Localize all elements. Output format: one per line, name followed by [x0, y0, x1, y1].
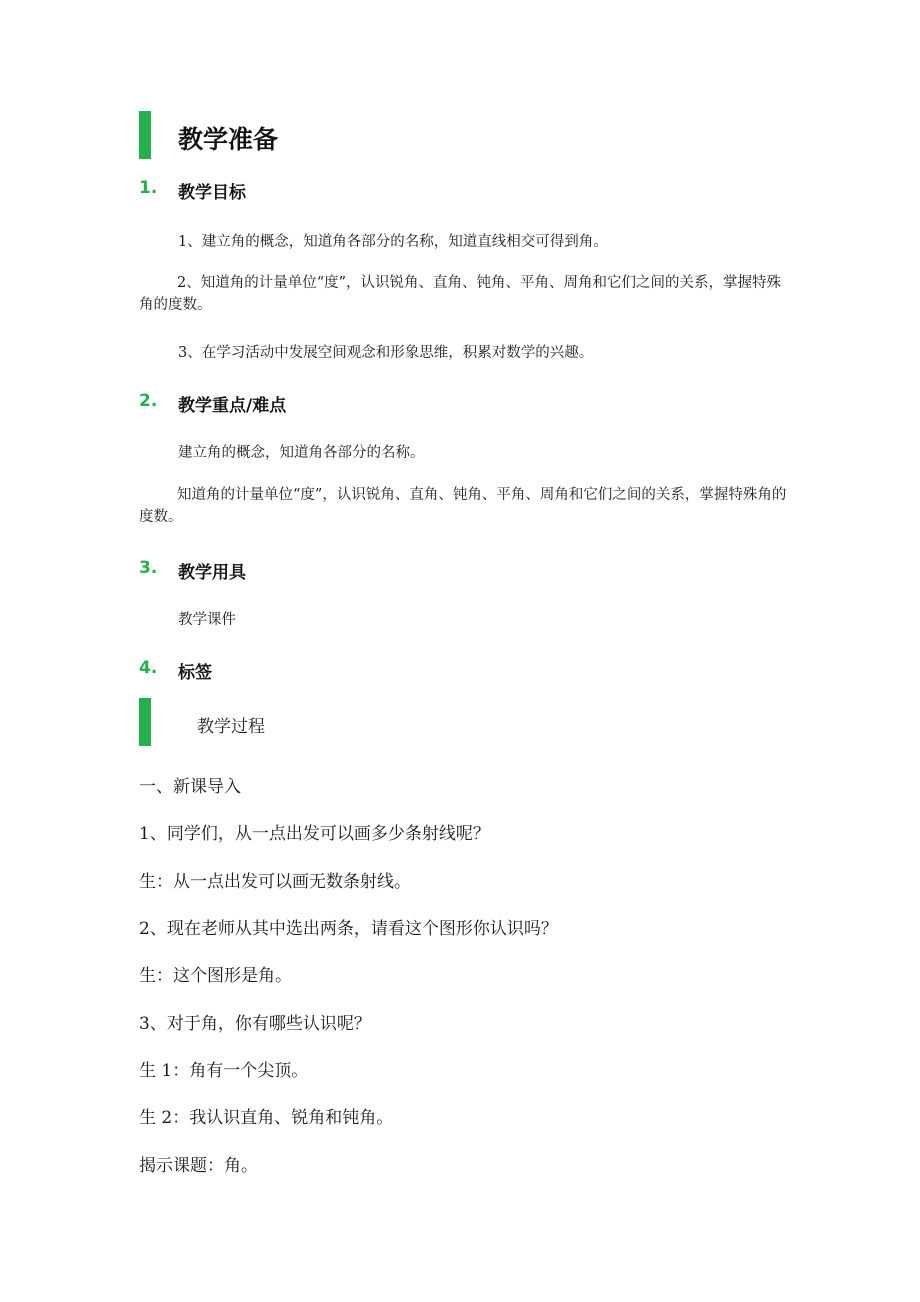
section-title: 教学过程 [197, 717, 265, 737]
paragraph: 知道角的计量单位“度”，认识锐角、直角、钝角、平角、周角和它们之间的关系，掌握特殊角的度数。 [139, 487, 787, 525]
section-number: 1. [139, 178, 158, 198]
lesson-line: 2、现在老师从其中选出两条，请看这个图形你认识吗？ [139, 919, 558, 939]
section-accent-bar [139, 111, 151, 159]
paragraph: 1、建立角的概念，知道角各部分的名称，知道直线相交可得到角。 [178, 234, 608, 250]
lesson-line: 1、同学们，从一点出发可以画多少条射线呢？ [139, 824, 490, 844]
lesson-line: 生 1：角有一个尖顶。 [139, 1061, 309, 1081]
lesson-line: 一、新课导入 [139, 777, 241, 797]
section-heading: 教学重点/难点 [178, 396, 287, 416]
page-title: 教学准备 [178, 125, 279, 154]
lesson-line: 生 2：我认识直角、锐角和钝角。 [139, 1108, 394, 1128]
section-heading: 教学目标 [178, 183, 246, 203]
lesson-line: 3、对于角，你有哪些认识呢？ [139, 1014, 371, 1034]
section-heading: 标签 [178, 663, 212, 683]
paragraph: 3、在学习活动中发展空间观念和形象思维，积累对数学的兴趣。 [178, 345, 594, 361]
paragraph: 教学课件 [178, 612, 236, 628]
section-accent-bar [139, 698, 151, 746]
lesson-line: 生：从一点出发可以画无数条射线。 [139, 872, 411, 892]
section-number: 3. [139, 558, 158, 578]
section-number: 4. [139, 658, 158, 678]
lesson-line: 揭示课题：角。 [139, 1156, 258, 1176]
paragraph: 建立角的概念，知道角各部分的名称。 [178, 445, 425, 461]
lesson-line: 生：这个图形是角。 [139, 966, 292, 986]
paragraph: 2、知道角的计量单位“度”，认识锐角、直角、钝角、平角、周角和它们之间的关系，掌握特殊角的度数。 [139, 275, 782, 313]
section-number: 2. [139, 391, 158, 411]
section-heading: 教学用具 [178, 563, 246, 583]
